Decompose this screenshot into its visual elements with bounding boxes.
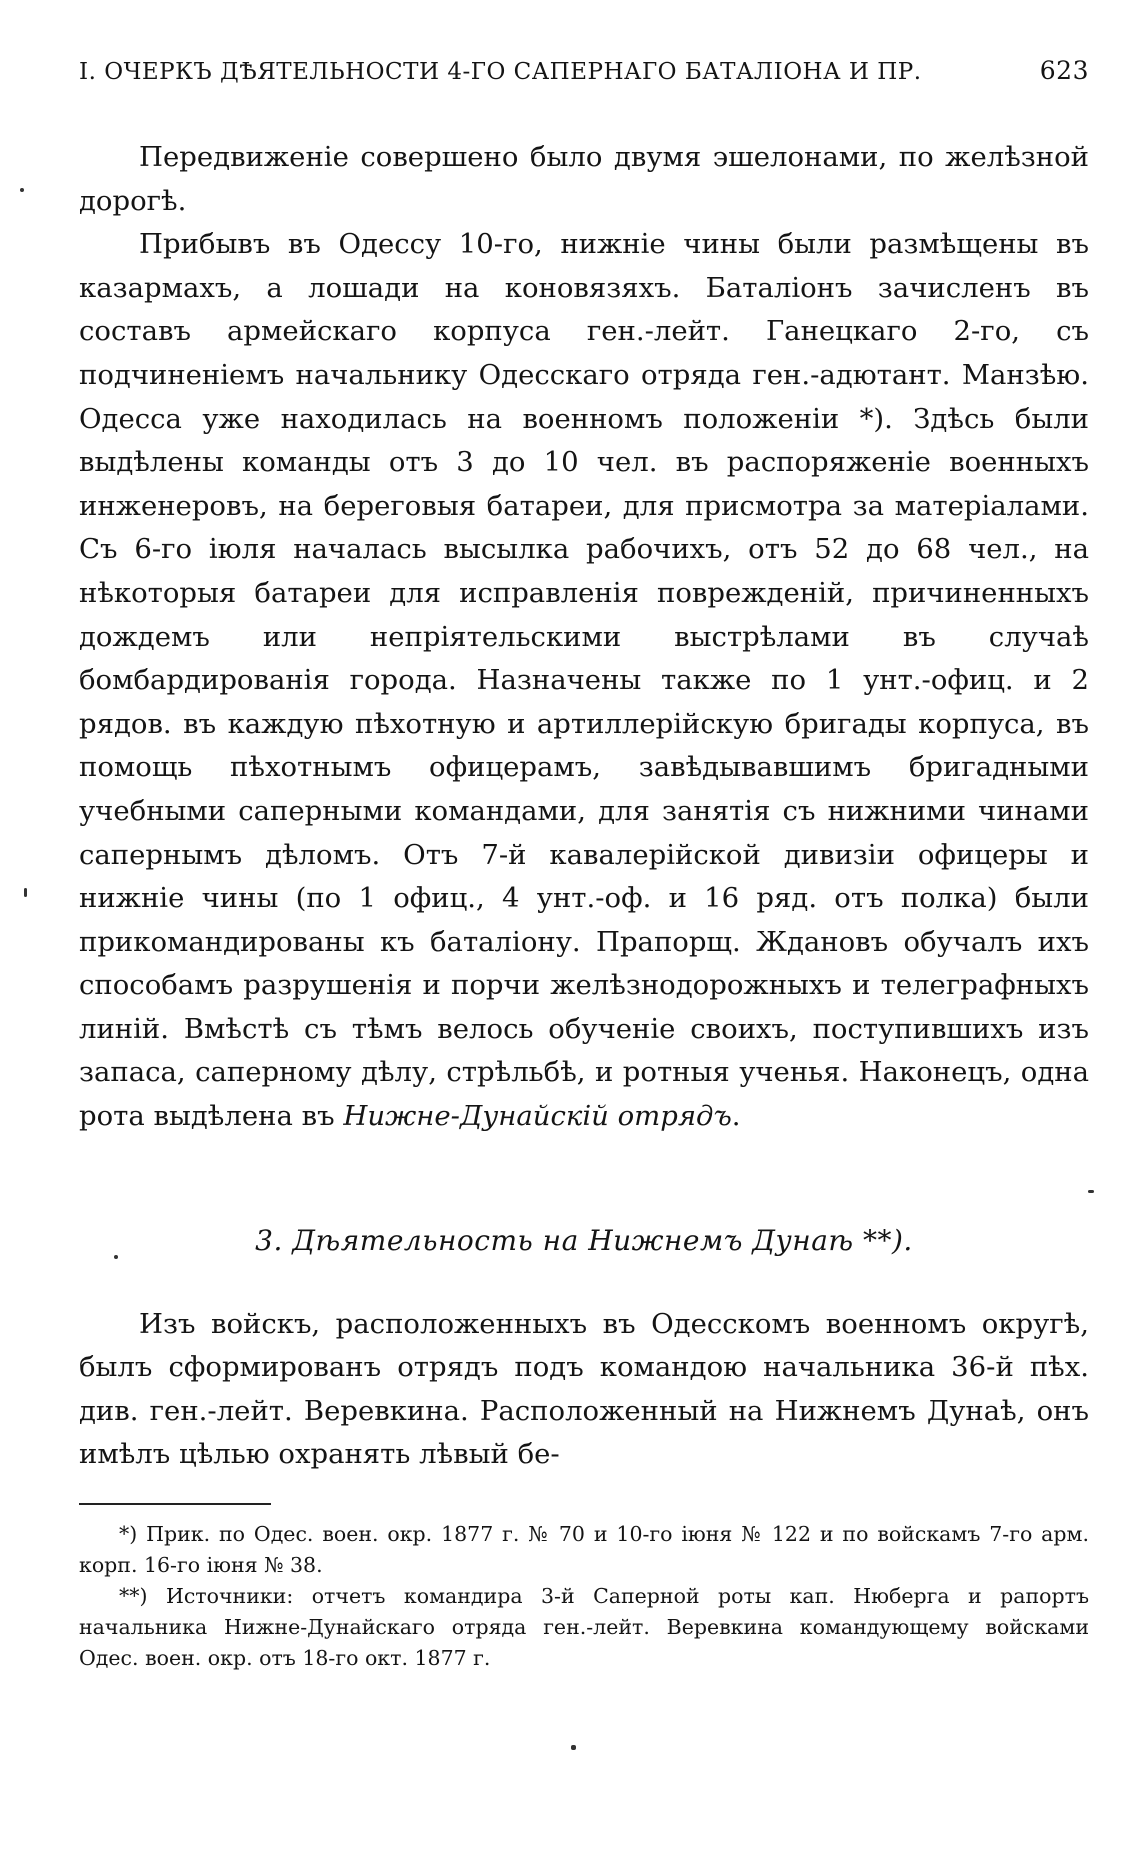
paragraph-2-italic: Нижне-Дунайскій отрядъ — [343, 1100, 732, 1133]
paragraph-1: Передвиженіе совершено было двумя эшелонами, по желѣзной дорогѣ. — [79, 141, 1089, 217]
running-head-title: I. ОЧЕРКЪ ДѢЯТЕЛЬНОСТИ 4-ГО САПЕРНАГО БАТАЛІОНА И ПР. — [79, 59, 922, 85]
section-heading: 3. Дѣятельность на Нижнемъ Дунаѣ **). — [255, 1223, 913, 1257]
scan-speck-1 — [20, 188, 24, 192]
footnote-2: **) Источники: отчетъ командира 3-й Саперной роты кап. Нюберга и рапортъ начальника Нижне-Дунайскаго отряда ген.-лейт. Веревкина командующему войсками Одес. воен. окр. отъ 18-го окт. 1877 г. — [79, 1584, 1089, 1671]
footnote-1: *) Прик. по Одес. воен. окр. 1877 г. № 70 и 10-го іюня № 122 и по войскамъ 7-го арм. корп. 16-го іюня № 38. — [79, 1522, 1089, 1578]
running-head — [79, 56, 1089, 108]
page — [79, 56, 1089, 1674]
paragraph-2-end: . — [731, 1100, 741, 1133]
scan-speck-2 — [24, 888, 27, 897]
paragraph-3: Изъ войскъ, расположенныхъ въ Одесскомъ военномъ округѣ, былъ сформированъ отрядъ подъ командою начальника 36-й пѣх. див. ген.-лейт. Веревкина. Расположенный на Нижнемъ Дунаѣ, онъ имѣлъ цѣлью охранять лѣвый бе- — [79, 1307, 1089, 1471]
paragraph-2-text: Прибывъ въ Одессу 10-го, нижніе чины были размѣщены въ казармахъ, а лошади на коновязяхъ. Баталіонъ зачисленъ въ составъ армейскаго корпуса ген.-лейт. Ганецкаго 2-го, съ подчиненіемъ начальнику Одесскаго отряда ген.-адютант. Манзѣю. Одесса уже находилась на военномъ положеніи *). Здѣсь были выдѣлены команды отъ 3 до 10 чел. въ распоряженіе военныхъ инженеровъ, на береговыя батареи, для присмотра за матеріалами. Съ 6-го іюля началась высылка рабочихъ, отъ 52 до 68 чел., на нѣкоторыя батареи для исправленія поврежденій, причиненныхъ дождемъ или непріятельскими выстрѣлами въ случаѣ бомбардированія города. Назначены также по 1 унт.-офиц. и 2 рядов. въ каждую пѣхотную и артиллерійскую бригады корпуса, въ помощь пѣхотнымъ офицерамъ, завѣдывавшимъ бригадными учебными саперными командами, для занятія съ нижними чинами сапернымъ дѣломъ. Отъ 7-й кавалерійской дивизіи офицеры и нижніе чины (по 1 офиц., 4 унт.-оф. и 16 ряд. отъ полка) были прикомандированы къ баталіону. Прапорщ. Ждановъ обучалъ ихъ способамъ разрушенія и порчи желѣзнодорожныхъ и телеграфныхъ линій. Вмѣстѣ съ тѣмъ велось обученіе своихъ, поступившихъ изъ запаса, саперному дѣлу, стрѣльбѣ, и ротныя ученья. Наконецъ, одна рота выдѣлена въ — [79, 228, 1089, 1133]
scan-speck-3 — [1088, 1190, 1094, 1193]
page-number: 623 — [1039, 56, 1089, 85]
scan-speck-4 — [114, 1255, 118, 1259]
footnote-rule — [79, 1503, 271, 1505]
paragraph-2 — [79, 223, 1089, 1138]
scan-speck-5 — [571, 1745, 576, 1750]
